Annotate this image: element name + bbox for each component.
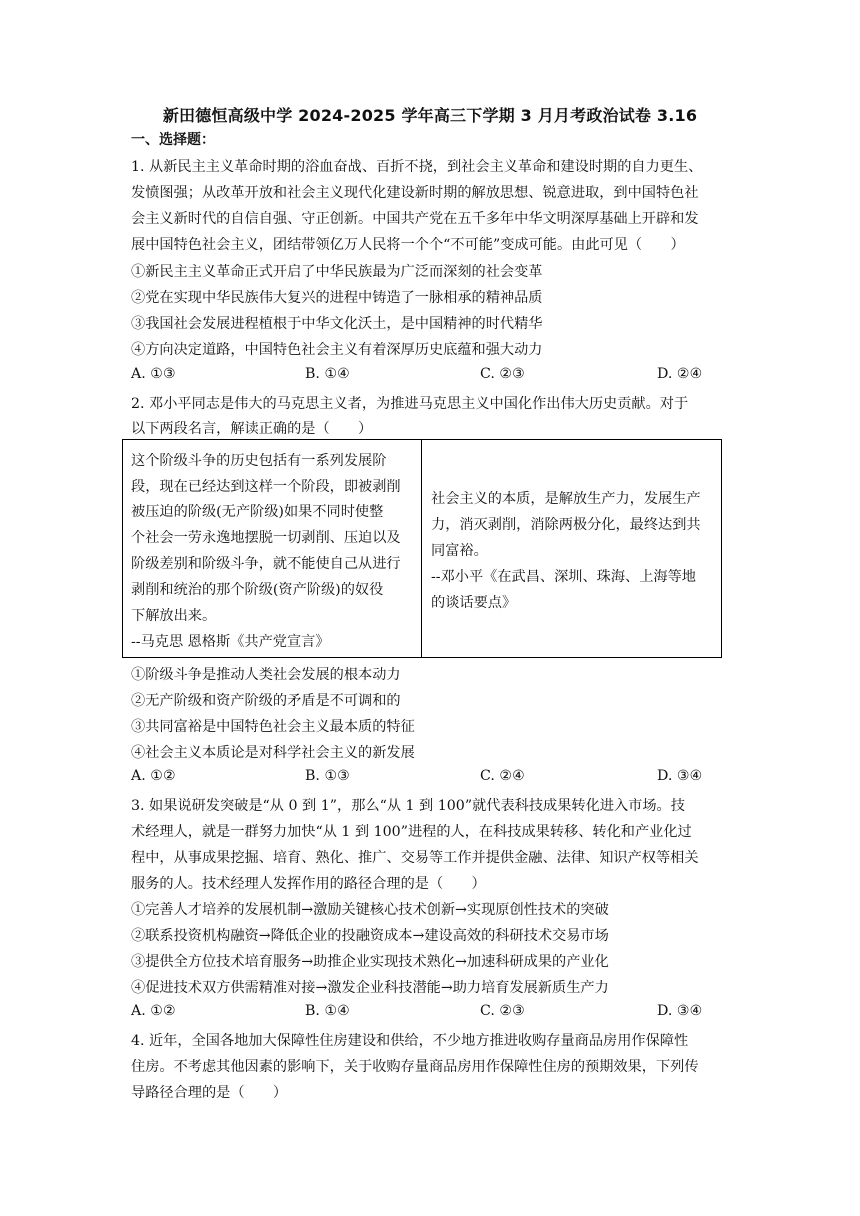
q1-statement-1: ①新民主主义革命正式开启了中华民族最为广泛而深刻的社会变革	[131, 264, 543, 280]
right-quote-line: 力，消灭剥削，消除两极分化，最终达到共	[431, 517, 701, 533]
left-quote-line: 下解放出来。	[131, 608, 217, 624]
q3-option-d[interactable]: D. ③④	[657, 1003, 703, 1019]
q1-option-b[interactable]: B. ①④	[305, 366, 350, 382]
q1-statement-3: ③我国社会发展进程植根于中华文化沃土，是中国精神的时代精华	[131, 316, 543, 332]
q3-statement-1: ①完善人才培养的发展机制→激励关键核心技术创新→实现原创性技术的突破	[131, 902, 609, 918]
q1-option-c[interactable]: C. ②③	[480, 366, 525, 382]
q3-statement-2: ②联系投资机构融资→降低企业的投融资成本→建设高效的科研技术交易市场	[131, 928, 609, 944]
q2-option-b[interactable]: B. ①③	[305, 768, 350, 784]
q3-statement-3: ③提供全方位技术培育服务→助推企业实现技术熟化→加速科研成果的产业化	[131, 954, 609, 970]
left-quote-line: 这个阶级斗争的历史包括有一系列发展阶	[131, 453, 387, 469]
q1-stem-line: 会主义新时代的自信自强、守正创新。中国共产党在五千多年中华文明深厚基础上开辟和发	[131, 211, 699, 227]
q4-stem-line: 住房。不考虑其他因素的影响下，关于收购存量商品房用作保障性住房的预期效果，下列传	[131, 1059, 699, 1075]
q1-option-d[interactable]: D. ②④	[657, 366, 703, 382]
left-quote-line: 个社会一劳永逸地摆脱一切剥削、压迫以及	[131, 530, 401, 546]
q2-stem-line: 以下两段名言，解读正确的是（ ）	[131, 421, 373, 437]
q1-stem-line: 展中国特色社会主义，团结带领亿万人民将一个个“不可能”变成可能。由此可见（ ）	[131, 237, 685, 253]
left-quote-source: --马克思 恩格斯《共产党宣言》	[131, 634, 330, 650]
section-heading: 一、选择题：	[131, 132, 215, 148]
q1-option-a[interactable]: A. ①③	[131, 366, 176, 382]
q4-stem-line: 4. 近年，全国各地加大保障性住房建设和供给，不少地方推进收购存量商品房用作保障性	[131, 1033, 689, 1049]
q1-stem-line: 发愤图强；从改革开放和社会主义现代化建设新时期的解放思想、锐意进取，到中国特色社	[131, 185, 699, 201]
q3-option-b[interactable]: B. ①④	[305, 1003, 350, 1019]
q2-statement-1: ①阶级斗争是推动人类社会发展的根本动力	[131, 667, 401, 683]
q2-statement-3: ③共同富裕是中国特色社会主义最本质的特征	[131, 719, 415, 735]
q2-statement-2: ②无产阶级和资产阶级的矛盾是不可调和的	[131, 693, 401, 709]
q3-option-c[interactable]: C. ②③	[480, 1003, 525, 1019]
exam-title: 新田德恒高级中学 2024-2025 学年高三下学期 3 月月考政治试卷 3.16	[162, 106, 698, 125]
q2-option-c[interactable]: C. ②④	[480, 768, 525, 784]
q2-statement-4: ④社会主义本质论是对科学社会主义的新发展	[131, 745, 415, 761]
left-quote-line: 阶级差别和阶级斗争，就不能使自己从进行	[131, 556, 401, 572]
q3-stem-line: 服务的人。技术经理人发挥作用的路径合理的是（ ）	[131, 876, 486, 892]
left-quote-line: 被压迫的阶级(无产阶级)如果不同时使整	[131, 504, 384, 520]
right-quote-source: 的谈话要点》	[431, 595, 517, 611]
q3-stem-line: 术经理人，就是一群努力加快“从 1 到 100”进程的人，在科技成果转移、转化和产业化过	[131, 824, 692, 840]
quote-table	[122, 439, 722, 658]
right-quote-source: --邓小平《在武昌、深圳、珠海、上海等地	[431, 569, 696, 585]
q3-stem-line: 程中，从事成果挖掘、培育、熟化、推广、交易等工作并提供金融、法律、知识产权等相关	[131, 850, 699, 866]
q4-stem-line: 导路径合理的是（ ）	[131, 1085, 288, 1101]
q1-statement-4: ④方向决定道路，中国特色社会主义有着深厚历史底蕴和强大动力	[131, 342, 543, 358]
right-quote-line: 社会主义的本质，是解放生产力，发展生产	[431, 491, 701, 507]
q2-stem-line: 2. 邓小平同志是伟大的马克思主义者，为推进马克思主义中国化作出伟大历史贡献。对于	[131, 396, 689, 412]
left-quote-line: 剥削和统治的那个阶级(资产阶级)的奴役	[131, 582, 384, 598]
right-quote-line: 同富裕。	[431, 543, 488, 559]
q1-statement-2: ②党在实现中华民族伟大复兴的进程中铸造了一脉相承的精神品质	[131, 290, 543, 306]
q3-stem-line: 3. 如果说研发突破是“从 0 到 1”，那么“从 1 到 100”就代表科技成果转化进入市场。技	[131, 798, 685, 814]
left-quote-line: 段，现在已经达到这样一个阶段，即被剥削	[131, 479, 401, 495]
q1-stem-line: 1. 从新民主主义革命时期的浴血奋战、百折不挠，到社会主义革命和建设时期的自力更生、	[131, 159, 703, 175]
table-divider	[421, 440, 422, 657]
q2-option-a[interactable]: A. ①②	[131, 768, 176, 784]
q3-statement-4: ④促进技术双方供需精准对接→激发企业科技潜能→助力培育发展新质生产力	[131, 980, 609, 996]
q2-option-d[interactable]: D. ③④	[657, 768, 703, 784]
q3-option-a[interactable]: A. ①②	[131, 1003, 176, 1019]
